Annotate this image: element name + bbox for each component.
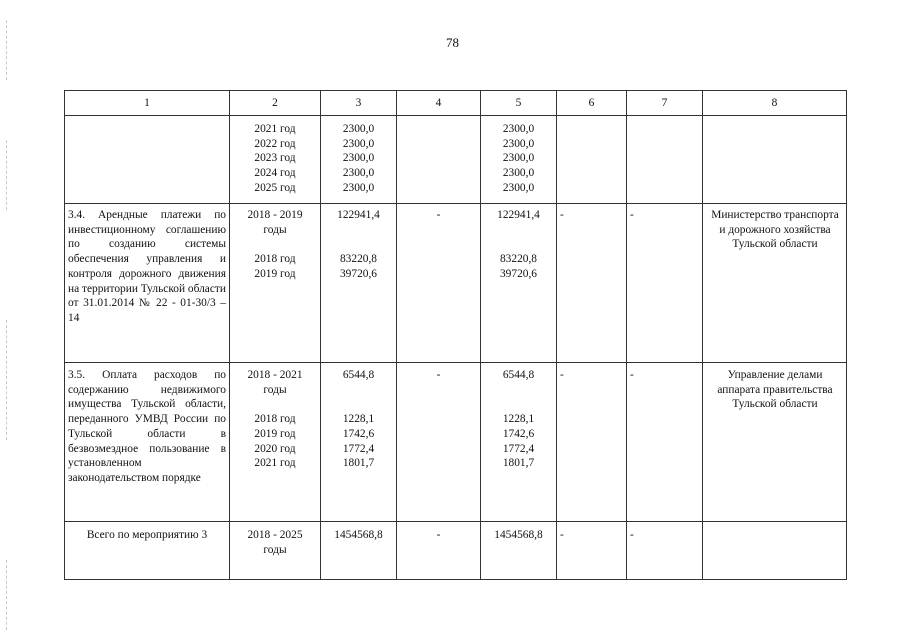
row-col7-value: - [630, 369, 634, 381]
row-total: 122941,4 83220,8 39720,6 [337, 209, 380, 280]
row-description: Всего по мероприятию 3 [86, 529, 208, 541]
row-years: 2021 год 2022 год 2023 год 2024 год 2025 год [254, 123, 296, 194]
row-total: 6544,8 1228,1 1742,6 1772,4 1801,7 [342, 369, 375, 470]
row-total: 2300,0 2300,0 2300,0 2300,0 2300,0 [342, 123, 375, 194]
header-col-8: 8 [771, 97, 778, 109]
row-col5-value: 2300,0 2300,0 2300,0 2300,0 2300,0 [502, 123, 535, 194]
row-years: 2018 - 2019 годы 2018 год 2019 год [247, 209, 303, 280]
row-col7-value: - [630, 529, 634, 541]
header-col-4: 4 [435, 97, 442, 109]
row-years: 2018 - 2021 годы 2018 год 2019 год 2020 год 2021 год [247, 369, 303, 470]
header-col-2: 2 [272, 97, 278, 109]
row-col4-value: - [436, 369, 441, 381]
row-col5-value: 6544,8 1228,1 1742,6 1772,4 1801,7 [502, 369, 535, 470]
header-col-6: 6 [588, 97, 595, 109]
row-executor: Управление делами аппарата правительства Тульской области [717, 369, 833, 411]
row-col4-value: - [436, 529, 441, 541]
row-description: 3.4. Арендные платежи по инвестиционному соглашению по созданию системы обеспечения управления и контроля дорожного движения на территории Тульской области от 31.01.2014 № 22 - 01-30/3 – 14 [68, 209, 226, 324]
row-years: 2018 - 2025 годы [247, 529, 303, 556]
row-col4-value: - [436, 209, 441, 221]
row-description: 3.5. Оплата расходов по содержанию недвижимого имущества Тульской области, переданного УМВД России по Тульской области в безвозмездное пользование в установленном законодательством порядке [68, 369, 226, 484]
row-col6-value: - [560, 529, 564, 541]
row-executor: Министерство транспорта и дорожного хозяйства Тульской области [711, 209, 839, 251]
row-col6-value: - [560, 209, 564, 221]
row-col6-value: - [560, 369, 564, 381]
header-col-3: 3 [355, 97, 362, 109]
header-col-5: 5 [515, 97, 522, 109]
header-col-1: 1 [144, 97, 150, 109]
page-number: 78 [446, 35, 459, 50]
row-col5-value: 1454568,8 [494, 529, 543, 541]
row-col5-value: 122941,4 83220,8 39720,6 [497, 209, 540, 280]
row-col7-value: - [630, 209, 634, 221]
header-col-7: 7 [661, 97, 668, 109]
row-total: 1454568,8 [334, 529, 383, 541]
